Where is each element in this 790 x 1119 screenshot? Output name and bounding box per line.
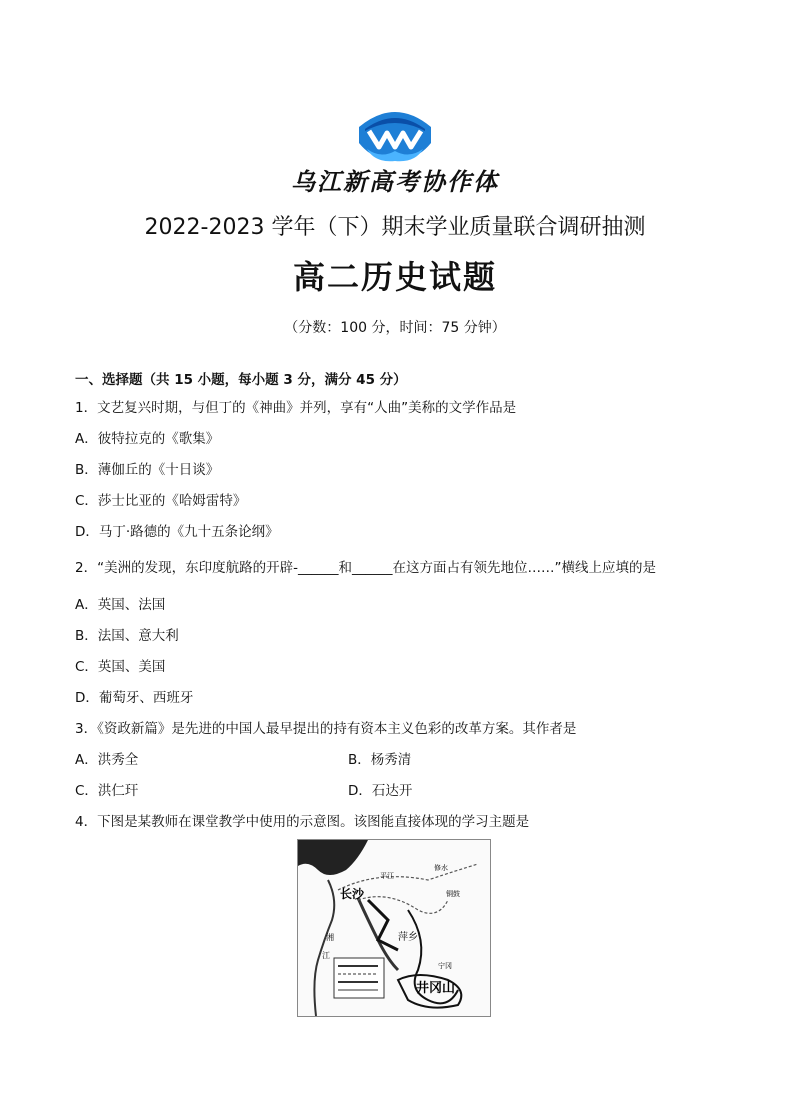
map-label: 修水 [434, 864, 448, 872]
question-2-option-d: D．葡萄牙、西班牙 [75, 690, 194, 706]
map-label: 铜鼓 [446, 890, 460, 898]
question-2-option-a: A．英国、法国 [75, 597, 166, 613]
question-3-option-a: A．洪秀全 [75, 752, 139, 768]
question-3-option-b: B．杨秀清 [348, 752, 412, 768]
map-label: 萍乡 [398, 932, 418, 943]
question-3-option-d: D．石达开 [348, 783, 413, 799]
map-label: 平江 [380, 872, 394, 880]
page-title: 高二历史试题 [292, 258, 497, 296]
logo-icon [355, 103, 435, 165]
map-label: 宁冈 [438, 962, 452, 970]
question-2-stem: 2．“美洲的发现，东印度航路的开辟-______和______在这方面占有领先地位……”横线上应填的是 [75, 560, 656, 576]
map-figure [297, 839, 491, 1017]
map-drawing [298, 840, 490, 1016]
question-1-option-a: A．彼特拉克的《歌集》 [75, 431, 220, 447]
map-label: 井冈山 [416, 981, 456, 996]
question-1-option-d: D．马丁·路德的《九十五条论纲》 [75, 524, 279, 540]
exam-subtitle: 2022-2023 学年（下）期末学业质量联合调研抽测 [144, 215, 646, 240]
section-heading: 一、选择题（共 15 小题，每小题 3 分，满分 45 分） [75, 372, 407, 388]
map-label: 长沙 [340, 887, 365, 901]
question-2-option-c: C．英国、美国 [75, 659, 166, 675]
score-info: （分数：100 分，时间：75 分钟） [284, 320, 506, 336]
map-label: 湘 [326, 933, 334, 942]
question-3-option-c: C．洪仁玕 [75, 783, 139, 799]
question-1-option-b: B．薄伽丘的《十日谈》 [75, 462, 220, 478]
map-label: 江 [322, 951, 330, 960]
org-name: 乌江新高考协作体 [291, 168, 499, 196]
question-3-stem: 3．《资政新篇》是先进的中国人最早提出的持有资本主义色彩的改革方案。其作者是 [75, 721, 577, 737]
question-2-option-b: B．法国、意大利 [75, 628, 179, 644]
question-4-stem: 4．下图是某教师在课堂教学中使用的示意图。该图能直接体现的学习主题是 [75, 814, 530, 830]
question-1-option-c: C．莎士比亚的《哈姆雷特》 [75, 493, 247, 509]
question-1-stem: 1．文艺复兴时期，与但丁的《神曲》并列，享有“人曲”美称的文学作品是 [75, 400, 517, 416]
